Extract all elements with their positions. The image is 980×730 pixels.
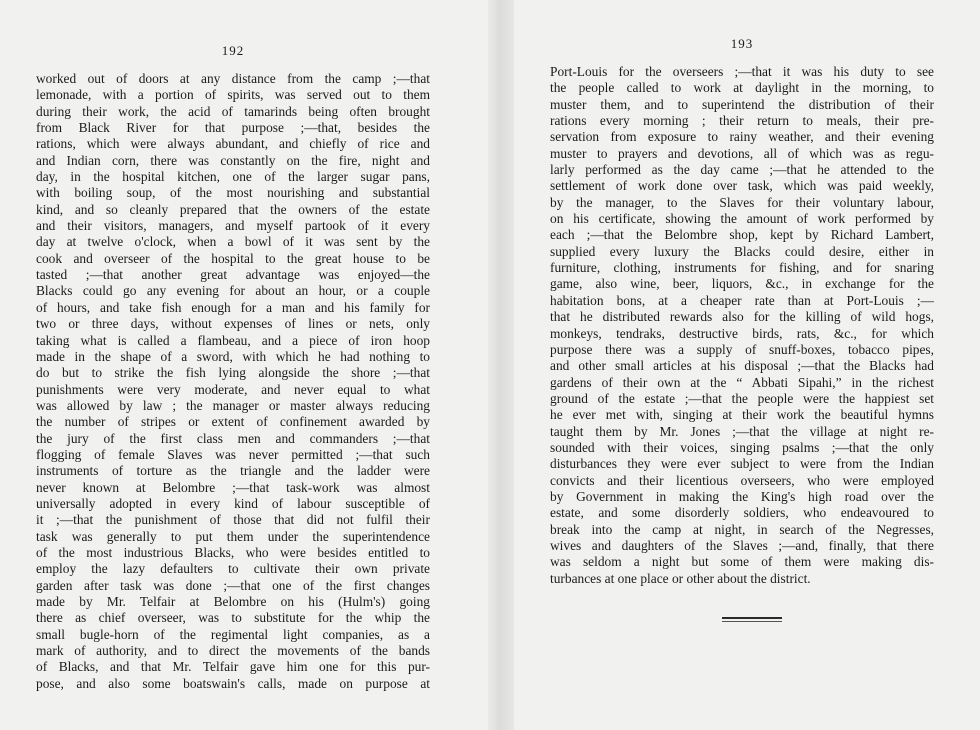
- text-line: that he distributed rewards also for the killing of wild hogs,: [550, 309, 934, 325]
- left-page-text: [36, 71, 430, 692]
- right-page-number: 193: [730, 36, 754, 51]
- text-line: larly performed as the day came ;—that he attended to the: [550, 162, 934, 178]
- text-line: during their work, the acid of tamarinds being often brought: [36, 103, 430, 119]
- text-line: the people called to work at daylight in the morning, to: [550, 80, 934, 96]
- text-line: turbances at one place or other about the district.: [550, 570, 811, 586]
- left-page-number: 192: [221, 43, 245, 58]
- text-line: estate, and some disorderly soldiers, who endeavoured to: [550, 505, 934, 521]
- text-line: taught them by Mr. Jones ;—that the village at night re-: [550, 423, 934, 439]
- text-line: was seldom a night but some of them were making dis-: [550, 554, 934, 570]
- text-line: Port-Louis for the overseers ;—that it was his duty to see: [550, 64, 934, 79]
- text-line: employ the lazy defaulters to cultivate their own private: [36, 561, 430, 577]
- text-line: break into the camp at night, in search of the Negresses,: [550, 521, 934, 537]
- text-line: do but to strike the fish lying alongside the shore ;—that: [36, 365, 430, 381]
- text-line: was allowed by law ; the manager or master always reducing: [36, 397, 430, 413]
- left-page: [36, 0, 430, 692]
- text-line: garden after task was done ;—that one of the first changes: [36, 577, 430, 593]
- text-line: muster them, and to superintend the distribution of their: [550, 96, 934, 112]
- text-line: taking what is called a flambeau, and a piece of iron hoop: [36, 332, 430, 348]
- text-line: of hours, and take fish enough for a man and his family for: [36, 299, 430, 315]
- text-line: purpose there was a supply of snuff-boxes, tobacco pipes,: [550, 341, 934, 357]
- text-line: never known at Belombre ;—that task-work was almost: [36, 479, 430, 495]
- text-line: made in the shape of a sword, with which he had nothing to: [36, 348, 430, 364]
- text-line: convicts and their licentious overseers, who were employed: [550, 472, 934, 488]
- text-line: day, in the hospital kitchen, one of the larger sugar pans,: [36, 169, 430, 185]
- text-line: by the manager, to the Slaves for their voluntary labour,: [550, 194, 934, 210]
- text-line: instruments of torture as the triangle and the ladder were: [36, 463, 430, 479]
- text-line: ground of the estate ;—that the people were the happiest set: [550, 390, 934, 406]
- text-line: game, also wine, beer, liquors, &c., in exchange for the: [550, 276, 934, 292]
- text-line: servation from exposure to rainy weather, and their evening: [550, 129, 934, 145]
- text-line: monkeys, tendraks, destructive birds, rats, &c., for which: [550, 325, 934, 341]
- text-line: from Black River for that purpose ;—that, besides the: [36, 120, 430, 136]
- text-line: two or three days, without expenses of lines or nets, only: [36, 316, 430, 332]
- text-line: flogging of female Slaves was never permitted ;—that such: [36, 446, 430, 462]
- right-page: [550, 0, 934, 587]
- text-line: tasted ;—that another great advantage was enjoyed—the: [36, 267, 430, 283]
- text-line: lemonade, with a portion of spirits, was served out to them: [36, 87, 430, 103]
- text-line: there as chief overseer, was to substitute for the whip the: [36, 610, 430, 626]
- text-line: habitation bons, at a cheaper rate than at Port-Louis ;—: [550, 292, 934, 308]
- text-line: gardens of their own at the “ Abbati Sipahi,” in the richest: [550, 374, 934, 390]
- text-line: the jury of the first class men and commanders ;—that: [36, 430, 430, 446]
- text-line: and other small articles at his disposal ;—that the Blacks had: [550, 358, 934, 374]
- text-line: worked out of doors at any distance from the camp ;—that: [36, 71, 430, 86]
- text-line: supplied every luxury the Blacks could desire, either in: [550, 243, 934, 259]
- right-page-text: [550, 64, 934, 587]
- text-line: made by Mr. Telfair at Belombre on his (Hulm's) going: [36, 594, 430, 609]
- text-line: by Government in making the King's high road over the: [550, 488, 934, 504]
- text-line: it ;—that the punishment of those that did not fulfil their: [36, 512, 430, 528]
- text-line: on his certificate, showing the amount of work performed by: [550, 211, 934, 227]
- text-line: day at twelve o'clock, when a bowl of it was sent by the: [36, 234, 430, 250]
- text-line: muster to prayers and devotions, all of which was as regu-: [550, 145, 934, 161]
- text-line: furniture, clothing, instruments for fishing, and for snaring: [550, 260, 934, 276]
- text-line: mark of authority, and to direct the movements of the bands: [36, 643, 430, 659]
- text-line: the number of stripes or extent of confinement awarded by: [36, 414, 430, 430]
- text-line: sounded with their voices, singing psalms ;—that the only: [550, 439, 934, 455]
- text-line: task was generally to put them under the superintendence: [36, 528, 430, 544]
- text-line: and Indian corn, there was constantly on the fire, night and: [36, 152, 430, 168]
- text-line: settlement of work done over task, which was paid weekly,: [550, 178, 934, 194]
- text-line: Blacks could go any evening for about an hour, or a couple: [36, 283, 430, 299]
- text-line: universally adopted in every kind of labour susceptible of: [36, 495, 430, 511]
- text-line: each ;—that the Belombre shop, kept by Richard Lambert,: [550, 227, 934, 243]
- text-line: with boiling soup, of the most nourishing and substantial: [36, 185, 430, 201]
- text-line: disturbances they were ever subject to were from the Indian: [550, 456, 934, 472]
- text-line: of Blacks, and that Mr. Telfair gave him one for this pur-: [36, 659, 430, 675]
- text-line: punishments were very moderate, and never equal to what: [36, 381, 430, 397]
- text-line: rations every morning ; their return to meals, their pre-: [550, 113, 934, 129]
- text-line: cook and overseer of the hospital to the great house to be: [36, 250, 430, 266]
- text-line: he ever met with, singing at their work the beautiful hymns: [550, 407, 934, 423]
- book-gutter: [488, 0, 514, 730]
- text-line: small bugle-horn of the regimental light companies, as a: [36, 626, 430, 642]
- text-line: of the most industrious Blacks, who were besides entitled to: [36, 544, 430, 560]
- text-line: pose, and also some boatswain's calls, made on purpose at: [36, 675, 430, 691]
- text-line: kind, and so cleanly prepared that the owners of the estate: [36, 201, 430, 217]
- text-line: rations, which were always abundant, and chiefly of rice and: [36, 136, 430, 152]
- text-line: wives and daughters of the Slaves ;—and, finally, that there: [550, 537, 934, 553]
- text-line: and their visitors, managers, and myself partook of it every: [36, 218, 430, 234]
- section-end-rule: [722, 617, 782, 622]
